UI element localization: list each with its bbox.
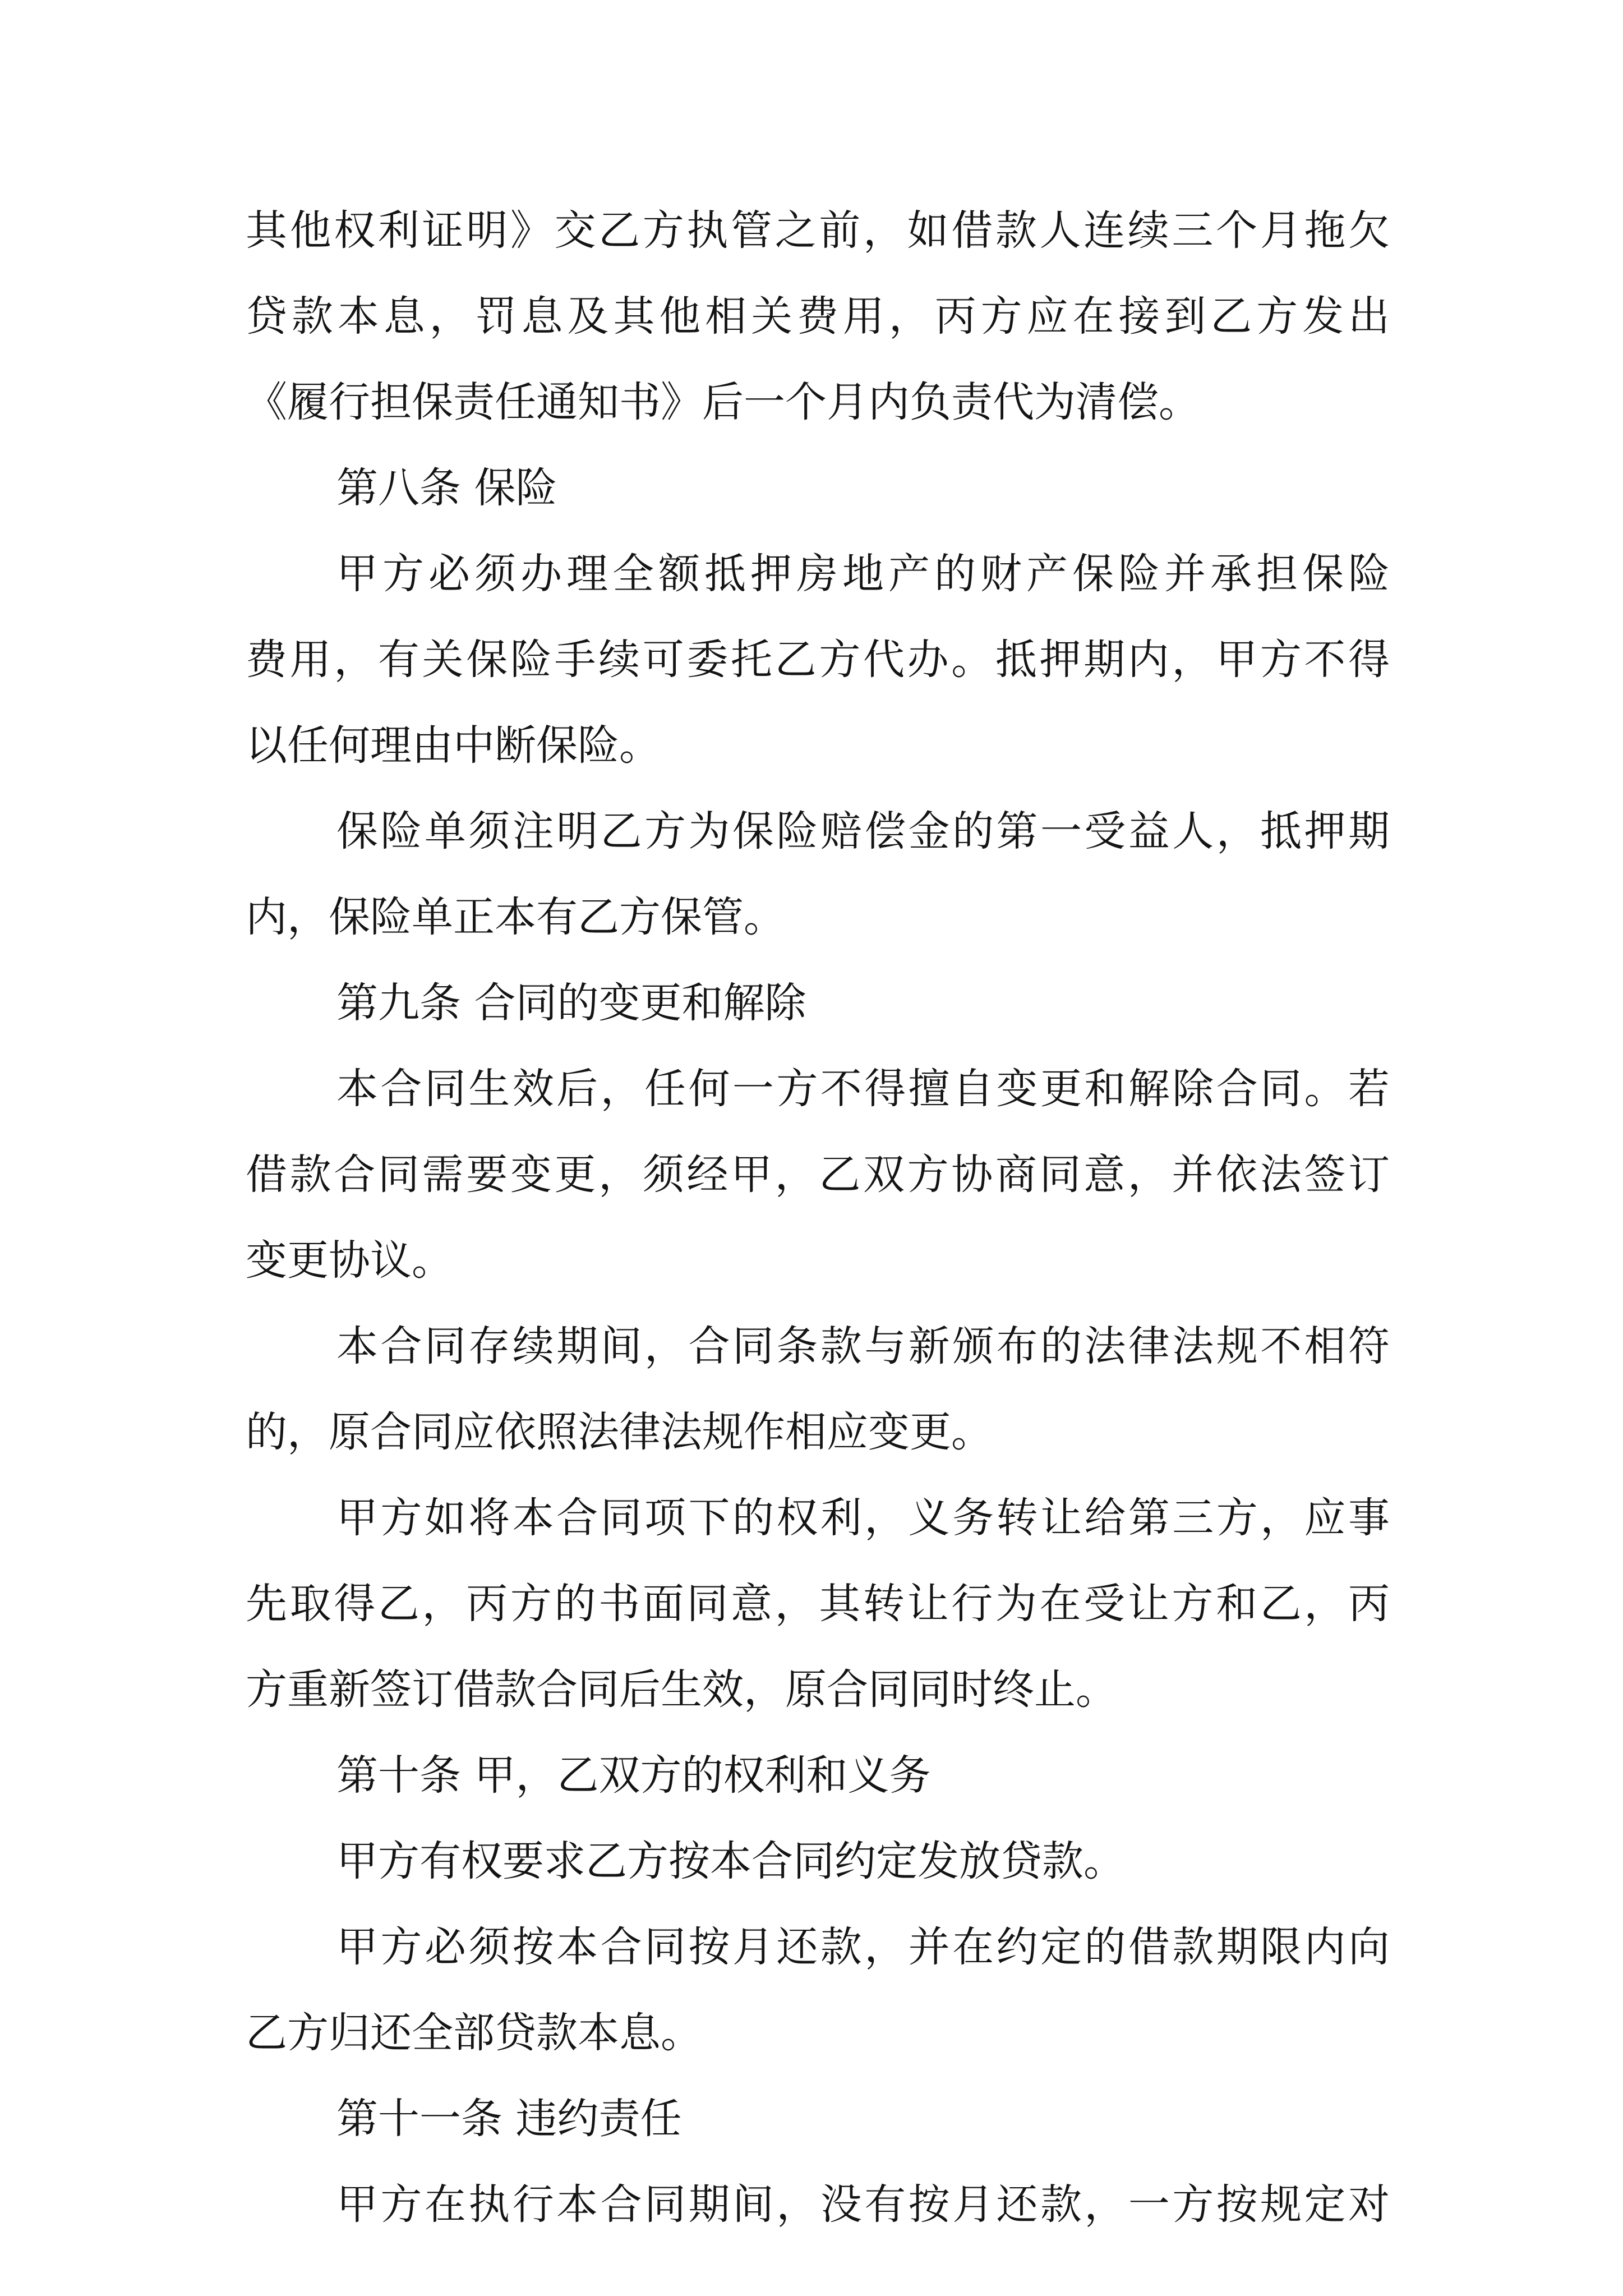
text-line-21: 甲方必须按本合同按月还款，并在约定的借款期限内向 [336,1923,1390,1971]
text-line-2: 贷款本息，罚息及其他相关费用，丙方应在接到乙方发出 [246,292,1390,341]
text-line-3: 《履行担保责任通知书》后一个月内负责代为清偿。 [246,378,1200,426]
text-line-15: 的，原合同应依照法律法规作相应变更。 [246,1408,993,1456]
section-heading-11: 第十一条 违约责任 [336,2095,682,2143]
text-line-12: 借款合同需要变更，须经甲，乙双方协商同意，并依法签订 [246,1151,1390,1199]
text-line-14: 本合同存续期间，合同条款与新颁布的法律法规不相符 [336,1322,1390,1370]
text-line-8: 保险单须注明乙方为保险赔偿金的第一受益人，抵押期 [336,807,1390,855]
text-line-13: 变更协议。 [246,1236,453,1285]
section-heading-8: 第八条 保险 [336,464,557,512]
text-line-6: 费用，有关保险手续可委托乙方代办。抵押期内，甲方不得 [246,636,1390,684]
text-line-16: 甲方如将本合同项下的权利，义务转让给第三方，应事 [336,1494,1390,1542]
text-line-20: 甲方有权要求乙方按本合同约定发放贷款。 [336,1837,1125,1885]
text-line-5: 甲方必须办理全额抵押房地产的财产保险并承担保险 [336,550,1390,598]
section-heading-9: 第九条 合同的变更和解除 [336,979,806,1027]
text-line-11: 本合同生效后，任何一方不得擅自变更和解除合同。若 [336,1065,1390,1113]
text-line-24: 甲方在执行本合同期间，没有按月还款，一方按规定对 [336,2180,1390,2229]
text-line-7: 以任何理由中断保险。 [246,721,661,770]
text-line-9: 内，保险单正本有乙方保管。 [246,893,785,941]
section-heading-10: 第十条 甲，乙双方的权利和义务 [336,1751,931,1800]
text-line-22: 乙方归还全部贷款本息。 [246,2009,702,2057]
text-line-18: 方重新签订借款合同后生效，原合同同时终止。 [246,1665,1117,1714]
text-line-17: 先取得乙，丙方的书面同意，其转让行为在受让方和乙，丙 [246,1580,1390,1628]
text-line-1: 其他权利证明》交乙方执管之前，如借款人连续三个月拖欠 [246,206,1390,255]
